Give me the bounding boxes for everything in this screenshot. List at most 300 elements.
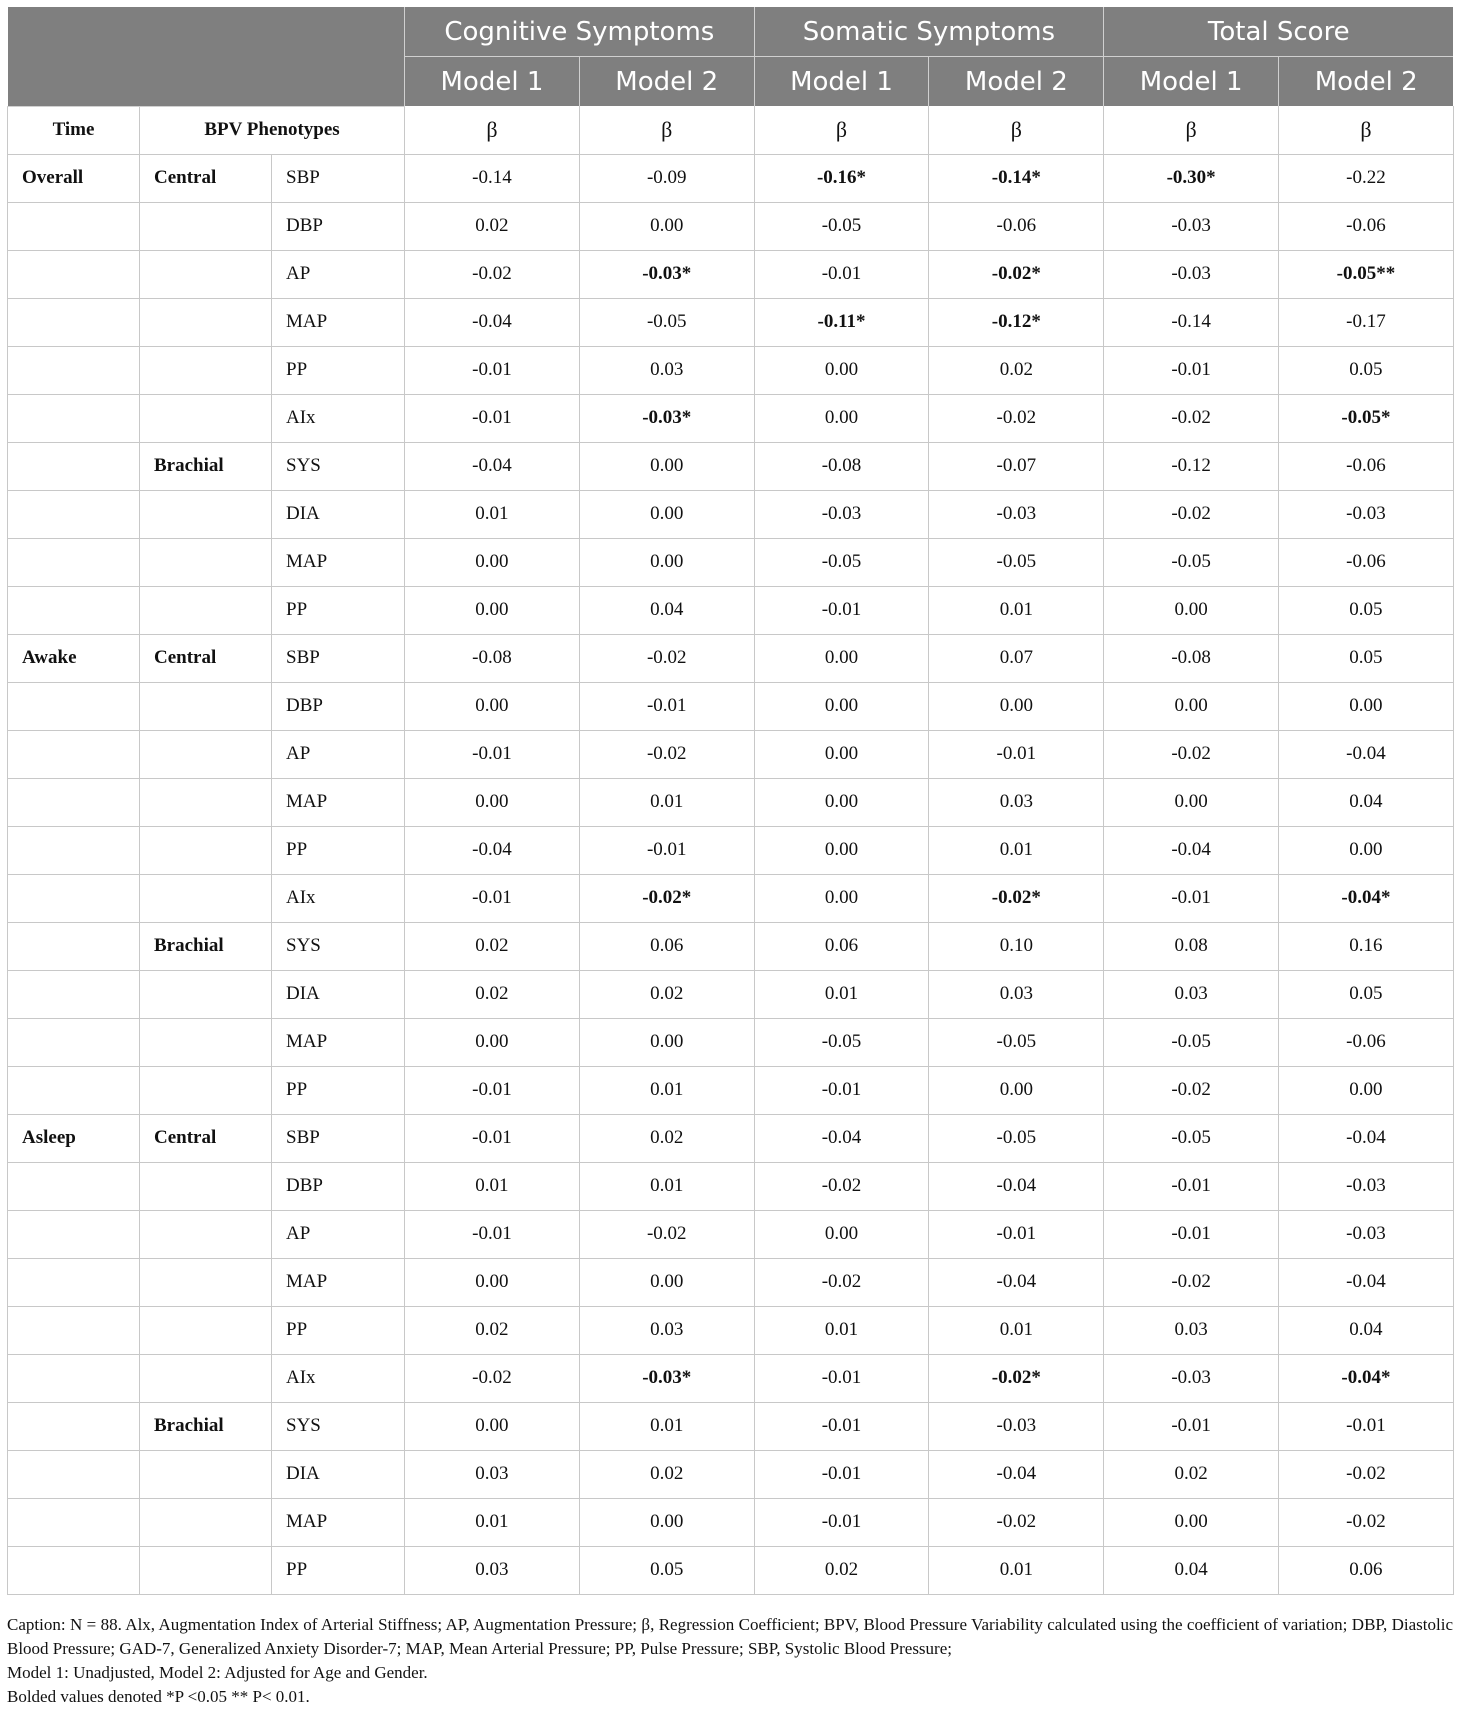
- beta-value-cell: 0.01: [579, 1162, 754, 1210]
- site-cell: [140, 1546, 272, 1594]
- time-cell: [8, 394, 140, 442]
- beta-value-cell: 0.02: [405, 970, 580, 1018]
- beta-value-cell: -0.04: [929, 1258, 1104, 1306]
- table-row: [8, 1354, 1454, 1402]
- beta-value-cell: 0.02: [579, 1450, 754, 1498]
- beta-value-cell: -0.02*: [929, 874, 1104, 922]
- beta-value-cell: -0.04: [929, 1450, 1104, 1498]
- beta-value-cell: -0.02: [754, 1162, 929, 1210]
- table-row: [8, 1114, 1454, 1162]
- beta-value-cell: -0.02*: [579, 874, 754, 922]
- beta-value-cell: 0.02: [405, 922, 580, 970]
- beta-value-cell: 0.16: [1279, 922, 1454, 970]
- beta-value-cell: 0.02: [405, 202, 580, 250]
- beta-value-cell: 0.02: [754, 1546, 929, 1594]
- beta-value-cell: 0.00: [754, 874, 929, 922]
- subheader-row: [8, 106, 1454, 154]
- time-cell: [8, 298, 140, 346]
- table-row: [8, 154, 1454, 202]
- beta-value-cell: -0.02: [405, 1354, 580, 1402]
- col-header-beta: β: [929, 106, 1104, 154]
- beta-value-cell: -0.01: [405, 1066, 580, 1114]
- beta-value-cell: -0.03*: [579, 250, 754, 298]
- beta-value-cell: -0.02: [405, 250, 580, 298]
- beta-value-cell: -0.03: [1279, 1162, 1454, 1210]
- beta-value-cell: -0.11*: [754, 298, 929, 346]
- site-cell: [140, 586, 272, 634]
- beta-value-cell: -0.01: [405, 1210, 580, 1258]
- beta-value-cell: 0.00: [579, 1258, 754, 1306]
- beta-value-cell: -0.01: [754, 1402, 929, 1450]
- table-row: [8, 490, 1454, 538]
- beta-value-cell: -0.02*: [929, 1354, 1104, 1402]
- table-row: [8, 682, 1454, 730]
- beta-value-cell: -0.01: [754, 1066, 929, 1114]
- table-row: [8, 346, 1454, 394]
- time-cell: [8, 1354, 140, 1402]
- time-cell: [8, 874, 140, 922]
- beta-value-cell: 0.05: [1279, 346, 1454, 394]
- beta-value-cell: -0.05: [579, 298, 754, 346]
- beta-value-cell: 0.03: [579, 346, 754, 394]
- variable-cell: DBP: [272, 202, 405, 250]
- beta-value-cell: 0.00: [929, 1066, 1104, 1114]
- beta-value-cell: 0.01: [405, 1162, 580, 1210]
- beta-value-cell: -0.04: [754, 1114, 929, 1162]
- variable-cell: PP: [272, 1066, 405, 1114]
- time-cell: [8, 1018, 140, 1066]
- beta-value-cell: -0.02: [929, 394, 1104, 442]
- beta-value-cell: -0.04: [1279, 1114, 1454, 1162]
- site-cell: [140, 346, 272, 394]
- col-header-beta: β: [579, 106, 754, 154]
- site-cell: [140, 778, 272, 826]
- beta-value-cell: 0.00: [405, 586, 580, 634]
- beta-value-cell: 0.00: [579, 1498, 754, 1546]
- beta-value-cell: 0.01: [929, 826, 1104, 874]
- beta-value-cell: 0.00: [579, 202, 754, 250]
- site-cell: [140, 298, 272, 346]
- beta-value-cell: -0.05: [929, 1018, 1104, 1066]
- time-cell: [8, 538, 140, 586]
- beta-value-cell: -0.04: [929, 1162, 1104, 1210]
- beta-value-cell: 0.03: [579, 1306, 754, 1354]
- beta-value-cell: 0.00: [754, 1210, 929, 1258]
- caption-abbreviations: Caption: N = 88. Alx, Augmentation Index of Arterial Stiffness; AP, Augmentation Pressure; β, Regression Coefficient; BPV, Blood Pressure Variability calculated using the coefficient of variation; DBP, Diastolic Blood Pressure; GAD-7, Generalized Anxiety Disorder-7; MAP, Mean Arterial Pressure; PP, Pulse Pressure; SBP, Systolic Blood Pressure;: [7, 1615, 1453, 1658]
- beta-value-cell: 0.04: [579, 586, 754, 634]
- beta-value-cell: 0.00: [405, 778, 580, 826]
- beta-value-cell: 0.01: [754, 1306, 929, 1354]
- site-cell: [140, 874, 272, 922]
- variable-cell: DBP: [272, 1162, 405, 1210]
- beta-value-cell: 0.08: [1104, 922, 1279, 970]
- beta-value-cell: -0.01: [1104, 1162, 1279, 1210]
- time-cell: [8, 1306, 140, 1354]
- table-row: [8, 1498, 1454, 1546]
- variable-cell: AP: [272, 730, 405, 778]
- variable-cell: PP: [272, 346, 405, 394]
- beta-value-cell: -0.02*: [929, 250, 1104, 298]
- beta-value-cell: -0.01: [405, 730, 580, 778]
- table-row: [8, 1546, 1454, 1594]
- site-cell: [140, 730, 272, 778]
- beta-value-cell: -0.02: [1279, 1498, 1454, 1546]
- table-row: [8, 442, 1454, 490]
- beta-value-cell: -0.04: [1279, 1258, 1454, 1306]
- beta-value-cell: -0.03: [1104, 250, 1279, 298]
- site-cell: Brachial: [140, 922, 272, 970]
- beta-value-cell: -0.02: [754, 1258, 929, 1306]
- time-cell: [8, 682, 140, 730]
- results-table: [7, 7, 1454, 1595]
- beta-value-cell: -0.05: [754, 538, 929, 586]
- beta-value-cell: -0.06: [1279, 442, 1454, 490]
- beta-value-cell: -0.03: [929, 1402, 1104, 1450]
- beta-value-cell: -0.05*: [1279, 394, 1454, 442]
- site-cell: [140, 202, 272, 250]
- beta-value-cell: 0.00: [1104, 778, 1279, 826]
- time-cell: [8, 1498, 140, 1546]
- beta-value-cell: -0.04: [405, 298, 580, 346]
- beta-value-cell: 0.06: [754, 922, 929, 970]
- variable-cell: MAP: [272, 778, 405, 826]
- model-header: Model 1: [1104, 57, 1279, 107]
- time-cell: [8, 970, 140, 1018]
- time-cell: [8, 1066, 140, 1114]
- beta-value-cell: -0.01: [1279, 1402, 1454, 1450]
- beta-value-cell: 0.07: [929, 634, 1104, 682]
- table-row: [8, 826, 1454, 874]
- beta-value-cell: -0.03: [754, 490, 929, 538]
- site-cell: [140, 1018, 272, 1066]
- site-cell: [140, 538, 272, 586]
- table-row: [8, 250, 1454, 298]
- site-cell: Brachial: [140, 1402, 272, 1450]
- beta-value-cell: -0.02: [929, 1498, 1104, 1546]
- table-row: [8, 202, 1454, 250]
- table-row: [8, 538, 1454, 586]
- beta-value-cell: 0.01: [929, 1306, 1104, 1354]
- beta-value-cell: -0.05: [754, 1018, 929, 1066]
- beta-value-cell: -0.05: [929, 1114, 1104, 1162]
- beta-value-cell: -0.22: [1279, 154, 1454, 202]
- beta-value-cell: 0.00: [1104, 1498, 1279, 1546]
- site-cell: [140, 1162, 272, 1210]
- beta-value-cell: 0.00: [929, 682, 1104, 730]
- beta-value-cell: -0.01: [754, 1498, 929, 1546]
- table-caption: [7, 1613, 1453, 1709]
- table-row: [8, 634, 1454, 682]
- variable-cell: DIA: [272, 970, 405, 1018]
- beta-value-cell: -0.02: [1104, 490, 1279, 538]
- site-cell: Central: [140, 1114, 272, 1162]
- col-header-beta: β: [754, 106, 929, 154]
- time-cell: Overall: [8, 154, 140, 202]
- beta-value-cell: -0.12*: [929, 298, 1104, 346]
- beta-value-cell: -0.01: [1104, 346, 1279, 394]
- time-cell: [8, 586, 140, 634]
- variable-cell: PP: [272, 586, 405, 634]
- beta-value-cell: 0.00: [1104, 586, 1279, 634]
- table-row: [8, 1018, 1454, 1066]
- variable-cell: SBP: [272, 634, 405, 682]
- beta-value-cell: -0.01: [405, 1114, 580, 1162]
- beta-value-cell: 0.04: [1279, 1306, 1454, 1354]
- beta-value-cell: 0.02: [1104, 1450, 1279, 1498]
- beta-value-cell: 0.00: [405, 538, 580, 586]
- beta-value-cell: 0.00: [579, 538, 754, 586]
- site-cell: [140, 970, 272, 1018]
- site-cell: [140, 1258, 272, 1306]
- beta-value-cell: -0.02: [579, 730, 754, 778]
- beta-value-cell: -0.01: [405, 394, 580, 442]
- beta-value-cell: -0.03: [1104, 202, 1279, 250]
- site-cell: [140, 1498, 272, 1546]
- table-body: [8, 106, 1454, 1594]
- beta-value-cell: 0.05: [1279, 970, 1454, 1018]
- beta-value-cell: -0.02: [1104, 1258, 1279, 1306]
- beta-value-cell: -0.05**: [1279, 250, 1454, 298]
- beta-value-cell: -0.01: [754, 1450, 929, 1498]
- col-header-beta: β: [1104, 106, 1279, 154]
- beta-value-cell: 0.00: [405, 1402, 580, 1450]
- site-cell: [140, 1450, 272, 1498]
- time-cell: [8, 1210, 140, 1258]
- table-row: [8, 874, 1454, 922]
- col-header-beta: β: [1279, 106, 1454, 154]
- time-cell: [8, 490, 140, 538]
- beta-value-cell: -0.04: [405, 826, 580, 874]
- variable-cell: SYS: [272, 442, 405, 490]
- model-header: Model 1: [754, 57, 929, 107]
- beta-value-cell: -0.14*: [929, 154, 1104, 202]
- table-row: [8, 298, 1454, 346]
- beta-value-cell: -0.16*: [754, 154, 929, 202]
- time-cell: [8, 1258, 140, 1306]
- beta-value-cell: -0.02: [579, 634, 754, 682]
- beta-value-cell: -0.06: [1279, 202, 1454, 250]
- beta-value-cell: -0.05: [754, 202, 929, 250]
- beta-value-cell: -0.02: [1104, 730, 1279, 778]
- variable-cell: MAP: [272, 1258, 405, 1306]
- time-cell: Awake: [8, 634, 140, 682]
- beta-value-cell: -0.30*: [1104, 154, 1279, 202]
- table-row: [8, 586, 1454, 634]
- beta-value-cell: 0.00: [579, 442, 754, 490]
- beta-value-cell: 0.00: [1279, 826, 1454, 874]
- table-row: [8, 1450, 1454, 1498]
- beta-value-cell: -0.03*: [579, 1354, 754, 1402]
- variable-cell: AP: [272, 1210, 405, 1258]
- beta-value-cell: 0.01: [405, 1498, 580, 1546]
- site-cell: Central: [140, 154, 272, 202]
- beta-value-cell: 0.05: [579, 1546, 754, 1594]
- beta-value-cell: 0.06: [579, 922, 754, 970]
- variable-cell: PP: [272, 1306, 405, 1354]
- beta-value-cell: 0.02: [929, 346, 1104, 394]
- site-cell: [140, 1066, 272, 1114]
- beta-value-cell: -0.01: [1104, 874, 1279, 922]
- table-row: [8, 1402, 1454, 1450]
- beta-value-cell: 0.10: [929, 922, 1104, 970]
- beta-value-cell: -0.03: [1279, 1210, 1454, 1258]
- time-cell: [8, 922, 140, 970]
- variable-cell: SBP: [272, 1114, 405, 1162]
- table-row: [8, 778, 1454, 826]
- model-header: Model 2: [929, 57, 1104, 107]
- table-container: [7, 7, 1453, 1595]
- caption-models: Model 1: Unadjusted, Model 2: Adjusted for Age and Gender.: [7, 1663, 428, 1682]
- beta-value-cell: -0.04*: [1279, 874, 1454, 922]
- beta-value-cell: -0.14: [405, 154, 580, 202]
- beta-value-cell: -0.04: [1104, 826, 1279, 874]
- time-cell: [8, 202, 140, 250]
- beta-value-cell: -0.01: [405, 874, 580, 922]
- beta-value-cell: 0.02: [405, 1306, 580, 1354]
- col-header-beta: β: [405, 106, 580, 154]
- variable-cell: PP: [272, 826, 405, 874]
- beta-value-cell: -0.01: [929, 730, 1104, 778]
- beta-value-cell: -0.02: [1104, 1066, 1279, 1114]
- beta-value-cell: 0.03: [405, 1450, 580, 1498]
- beta-value-cell: -0.05: [1104, 1114, 1279, 1162]
- beta-value-cell: 0.03: [929, 778, 1104, 826]
- beta-value-cell: -0.05: [1104, 1018, 1279, 1066]
- caption-significance: Bolded values denoted *P <0.05 ** P< 0.01.: [7, 1687, 310, 1706]
- site-cell: [140, 682, 272, 730]
- beta-value-cell: -0.02: [1104, 394, 1279, 442]
- table-row: [8, 1306, 1454, 1354]
- beta-value-cell: -0.17: [1279, 298, 1454, 346]
- site-cell: [140, 394, 272, 442]
- beta-value-cell: 0.01: [754, 970, 929, 1018]
- beta-value-cell: -0.02: [1279, 1450, 1454, 1498]
- site-cell: [140, 490, 272, 538]
- beta-value-cell: -0.01: [579, 826, 754, 874]
- time-cell: [8, 1546, 140, 1594]
- table-header: [8, 7, 1454, 106]
- beta-value-cell: -0.03: [1104, 1354, 1279, 1402]
- variable-cell: AIx: [272, 874, 405, 922]
- beta-value-cell: 0.00: [754, 826, 929, 874]
- col-header-bpv: BPV Phenotypes: [140, 106, 405, 154]
- beta-value-cell: 0.00: [1279, 1066, 1454, 1114]
- beta-value-cell: -0.08: [405, 634, 580, 682]
- table-row: [8, 970, 1454, 1018]
- beta-value-cell: -0.01: [579, 682, 754, 730]
- beta-value-cell: 0.01: [579, 778, 754, 826]
- table-row: [8, 922, 1454, 970]
- beta-value-cell: -0.01: [929, 1210, 1104, 1258]
- beta-value-cell: -0.01: [1104, 1210, 1279, 1258]
- site-cell: Central: [140, 634, 272, 682]
- beta-value-cell: 0.03: [1104, 970, 1279, 1018]
- time-cell: Asleep: [8, 1114, 140, 1162]
- beta-value-cell: 0.00: [405, 1018, 580, 1066]
- time-cell: [8, 730, 140, 778]
- beta-value-cell: -0.01: [1104, 1402, 1279, 1450]
- beta-value-cell: 0.04: [1104, 1546, 1279, 1594]
- beta-value-cell: 0.04: [1279, 778, 1454, 826]
- beta-value-cell: 0.01: [929, 1546, 1104, 1594]
- variable-cell: DBP: [272, 682, 405, 730]
- beta-value-cell: 0.00: [579, 1018, 754, 1066]
- variable-cell: AIx: [272, 394, 405, 442]
- group-header-somatic: Somatic Symptoms: [754, 7, 1104, 57]
- variable-cell: SYS: [272, 922, 405, 970]
- beta-value-cell: 0.00: [405, 1258, 580, 1306]
- beta-value-cell: -0.04*: [1279, 1354, 1454, 1402]
- site-cell: [140, 826, 272, 874]
- beta-value-cell: -0.01: [405, 346, 580, 394]
- variable-cell: MAP: [272, 1498, 405, 1546]
- variable-cell: SYS: [272, 1402, 405, 1450]
- beta-value-cell: 0.03: [405, 1546, 580, 1594]
- table-row: [8, 1210, 1454, 1258]
- site-cell: [140, 1354, 272, 1402]
- beta-value-cell: -0.04: [1279, 730, 1454, 778]
- table-row: [8, 730, 1454, 778]
- time-cell: [8, 442, 140, 490]
- site-cell: Brachial: [140, 442, 272, 490]
- beta-value-cell: -0.05: [929, 538, 1104, 586]
- beta-value-cell: -0.14: [1104, 298, 1279, 346]
- site-cell: [140, 250, 272, 298]
- beta-value-cell: -0.04: [405, 442, 580, 490]
- beta-value-cell: 0.01: [929, 586, 1104, 634]
- table-row: [8, 394, 1454, 442]
- model-header: Model 2: [1279, 57, 1454, 107]
- beta-value-cell: 0.03: [1104, 1306, 1279, 1354]
- beta-value-cell: -0.01: [754, 250, 929, 298]
- beta-value-cell: 0.00: [754, 682, 929, 730]
- beta-value-cell: -0.03: [1279, 490, 1454, 538]
- beta-value-cell: -0.06: [1279, 538, 1454, 586]
- variable-cell: MAP: [272, 298, 405, 346]
- site-cell: [140, 1210, 272, 1258]
- beta-value-cell: 0.00: [754, 634, 929, 682]
- model-header: Model 2: [579, 57, 754, 107]
- beta-value-cell: 0.05: [1279, 634, 1454, 682]
- beta-value-cell: -0.05: [1104, 538, 1279, 586]
- site-cell: [140, 1306, 272, 1354]
- beta-value-cell: 0.06: [1279, 1546, 1454, 1594]
- variable-cell: DIA: [272, 490, 405, 538]
- beta-value-cell: 0.00: [579, 490, 754, 538]
- beta-value-cell: 0.00: [405, 682, 580, 730]
- beta-value-cell: 0.05: [1279, 586, 1454, 634]
- beta-value-cell: 0.01: [579, 1402, 754, 1450]
- variable-cell: MAP: [272, 1018, 405, 1066]
- beta-value-cell: -0.09: [579, 154, 754, 202]
- group-header-cognitive: Cognitive Symptoms: [405, 7, 755, 57]
- beta-value-cell: -0.03*: [579, 394, 754, 442]
- beta-value-cell: -0.01: [754, 1354, 929, 1402]
- variable-cell: AIx: [272, 1354, 405, 1402]
- time-cell: [8, 1450, 140, 1498]
- beta-value-cell: 0.00: [1279, 682, 1454, 730]
- beta-value-cell: -0.07: [929, 442, 1104, 490]
- variable-cell: MAP: [272, 538, 405, 586]
- beta-value-cell: 0.00: [1104, 682, 1279, 730]
- variable-cell: AP: [272, 250, 405, 298]
- time-cell: [8, 346, 140, 394]
- beta-value-cell: -0.06: [1279, 1018, 1454, 1066]
- group-header-total: Total Score: [1104, 7, 1454, 57]
- beta-value-cell: -0.03: [929, 490, 1104, 538]
- time-cell: [8, 250, 140, 298]
- table-row: [8, 1066, 1454, 1114]
